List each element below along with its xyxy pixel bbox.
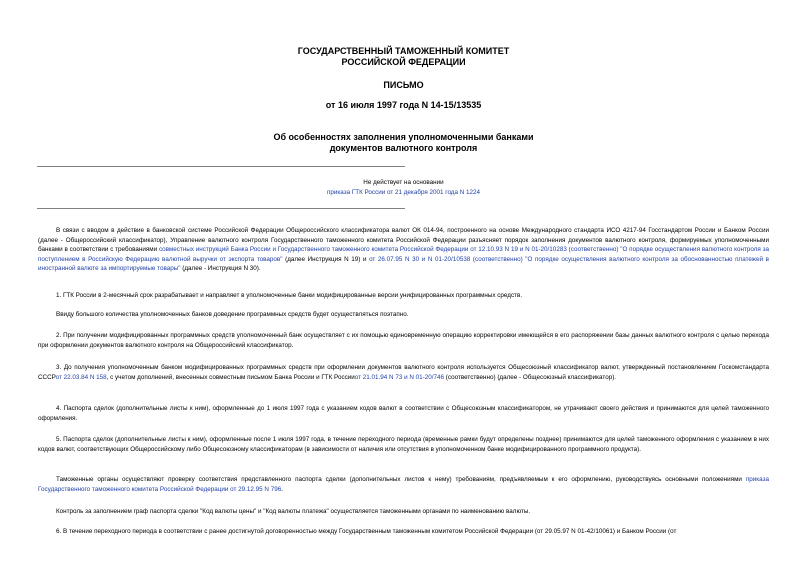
paragraph-currency-codes: Контроль за заполнением граф паспорта сделки "Код валюты цены" и "Код валюты платежа" осуществляется таможенными органами по наименованию валюты. [56,508,531,515]
paragraph-3-text-3: (соответственно) (далее - Общесоюзный классификатор). [444,373,617,381]
issuer-heading [0,46,807,68]
document-type: ПИСЬМО [383,80,424,90]
paragraph-phased-delivery: Ввиду большого количества уполномоченных банков доведение программных средств будет осуществляться поэтапно. [56,311,409,318]
paragraph-customs-check-text-2: . [281,485,283,493]
paragraph-intro-text-3: (далее - Инструкция N 30). [180,265,261,273]
instruction-30-link[interactable]: от 26.07.95 N 30 и N 01-20/10538 (соответственно) "О порядке осуществления валютного контроля за обоснованностью платежей в иностранной валюте за импортируемые товары" [38,255,769,273]
document-title [0,132,807,154]
paragraph-3 [38,363,769,382]
paragraph-intro-text-2: (далее Инструкция N 19) и [282,255,370,263]
document-title-line-2: документов валютного контроля [329,143,478,153]
status-note: Не действует на основании [363,179,444,186]
status-note-link-line [0,188,807,197]
gosstandart-resolution-link[interactable]: от 22.03.84 N 158 [55,373,107,381]
order-796-link[interactable]: приказа Государственного таможенного комитета Российской Федерации от 29.12.95 N 796 [38,476,769,493]
issuer-line-2: РОССИЙСКОЙ ФЕДЕРАЦИИ [341,57,466,67]
issuer-line-1: ГОСУДАРСТВЕННЫЙ ТАМОЖЕННЫЙ КОМИТЕТ [297,46,510,56]
paragraph-4: 4. Паспорта сделок (дополнительные листы к ним), оформленные до 1 июля 1997 года с указанием кодов валют в соответствии с Общесоюзным классификатором, не утрачивают своего действия и принимаются для целей таможенного оформления. [38,405,769,422]
divider-bottom [37,208,405,209]
paragraph-5: 5. Паспорта сделок (дополнительные листы к ним), оформленные после 1 июля 1997 года, в течение переходного периода (временные рамки будут определены позднее) принимаются для целей таможенного оформления с указанием в них кодов валют, соответствующих Общероссийскому либо Общесоюзному классификаторам (в зависимости от наличия или отсутствия в уполномоченном банке модифицированного программного продукта). [38,436,769,453]
joint-letter-link[interactable]: от 21.01.94 N 73 и N 01-20/746 [354,373,445,381]
paragraph-6: 6. В течение переходного периода в соответствии с ранее достигнутой договоренностью между Государственным таможенным комитетом Российской Федерации (от 29.05.97 N 01-42/10061) и Банком России (от [56,528,677,535]
paragraph-intro-text-1: В связи с вводом в действие в банковской системе Российской Федерации Общероссийского классификатора валют ОК 014-94, построенного на основе Международного стандарта ИСО 4217-94 Госстандартом России и Банком России (далее - Общероссийский классификатор), Управление валютного контроля Государственного таможенного комитета Российской Федерации разъясняет порядок заполнения документов валютного контроля, формируемых уполномоченными банками в соответствии с требованиями [38,227,769,254]
paragraph-customs-check [38,475,769,494]
paragraph-intro [38,226,769,274]
document-title-line-1: Об особенностях заполнения уполномоченными банками [273,132,534,142]
instruction-19-link[interactable]: совместных инструкций Банка России и Государственного таможенного комитета Российской Федерации от 12.10.93 N 19 и N 01-20/10283 (соответственно) "О порядке осуществления валютного контроля за поступлением в Российскую Федерацию валютной выручки от экспорта товаров" [38,246,769,263]
divider-top [37,166,405,167]
paragraph-1: 1. ГТК России в 2-месячный срок разрабатывает и направляет в уполномоченные банки модифицированные версии унифицированных программных средств. [56,292,523,299]
paragraph-3-text-1: 3. До получения уполномоченным банком модифицированных программных средств при оформлении документов валютного контроля используется Общесоюзный классификатор валют, утвержденный постановлением Госкомстандарта СССР [38,364,769,381]
repeal-order-link[interactable]: приказа ГТК России от 21 декабря 2001 года N 1224 [326,189,481,196]
paragraph-2: 2. При получении модифицированных программных средств уполномоченный банк осуществляет с их помощью единовременную операцию корректировки имеющейся в его распоряжении базы данных валютного контроля с целью перехода при оформлении документов валютного контроля на Общероссийский классификатор. [38,332,769,349]
paragraph-customs-check-text-1: Таможенные органы осуществляют проверку соответствия представленного паспорта сделки (дополнительных листов к нему) требованиям, предъявляемым к его оформлению, руководствуясь основными положениями [56,476,746,483]
document-date-number: от 16 июля 1997 года N 14-15/13535 [325,100,482,110]
paragraph-3-text-2: , с учетом дополнений, внесенных совместным письмом Банка России и ГТК России [106,373,355,381]
